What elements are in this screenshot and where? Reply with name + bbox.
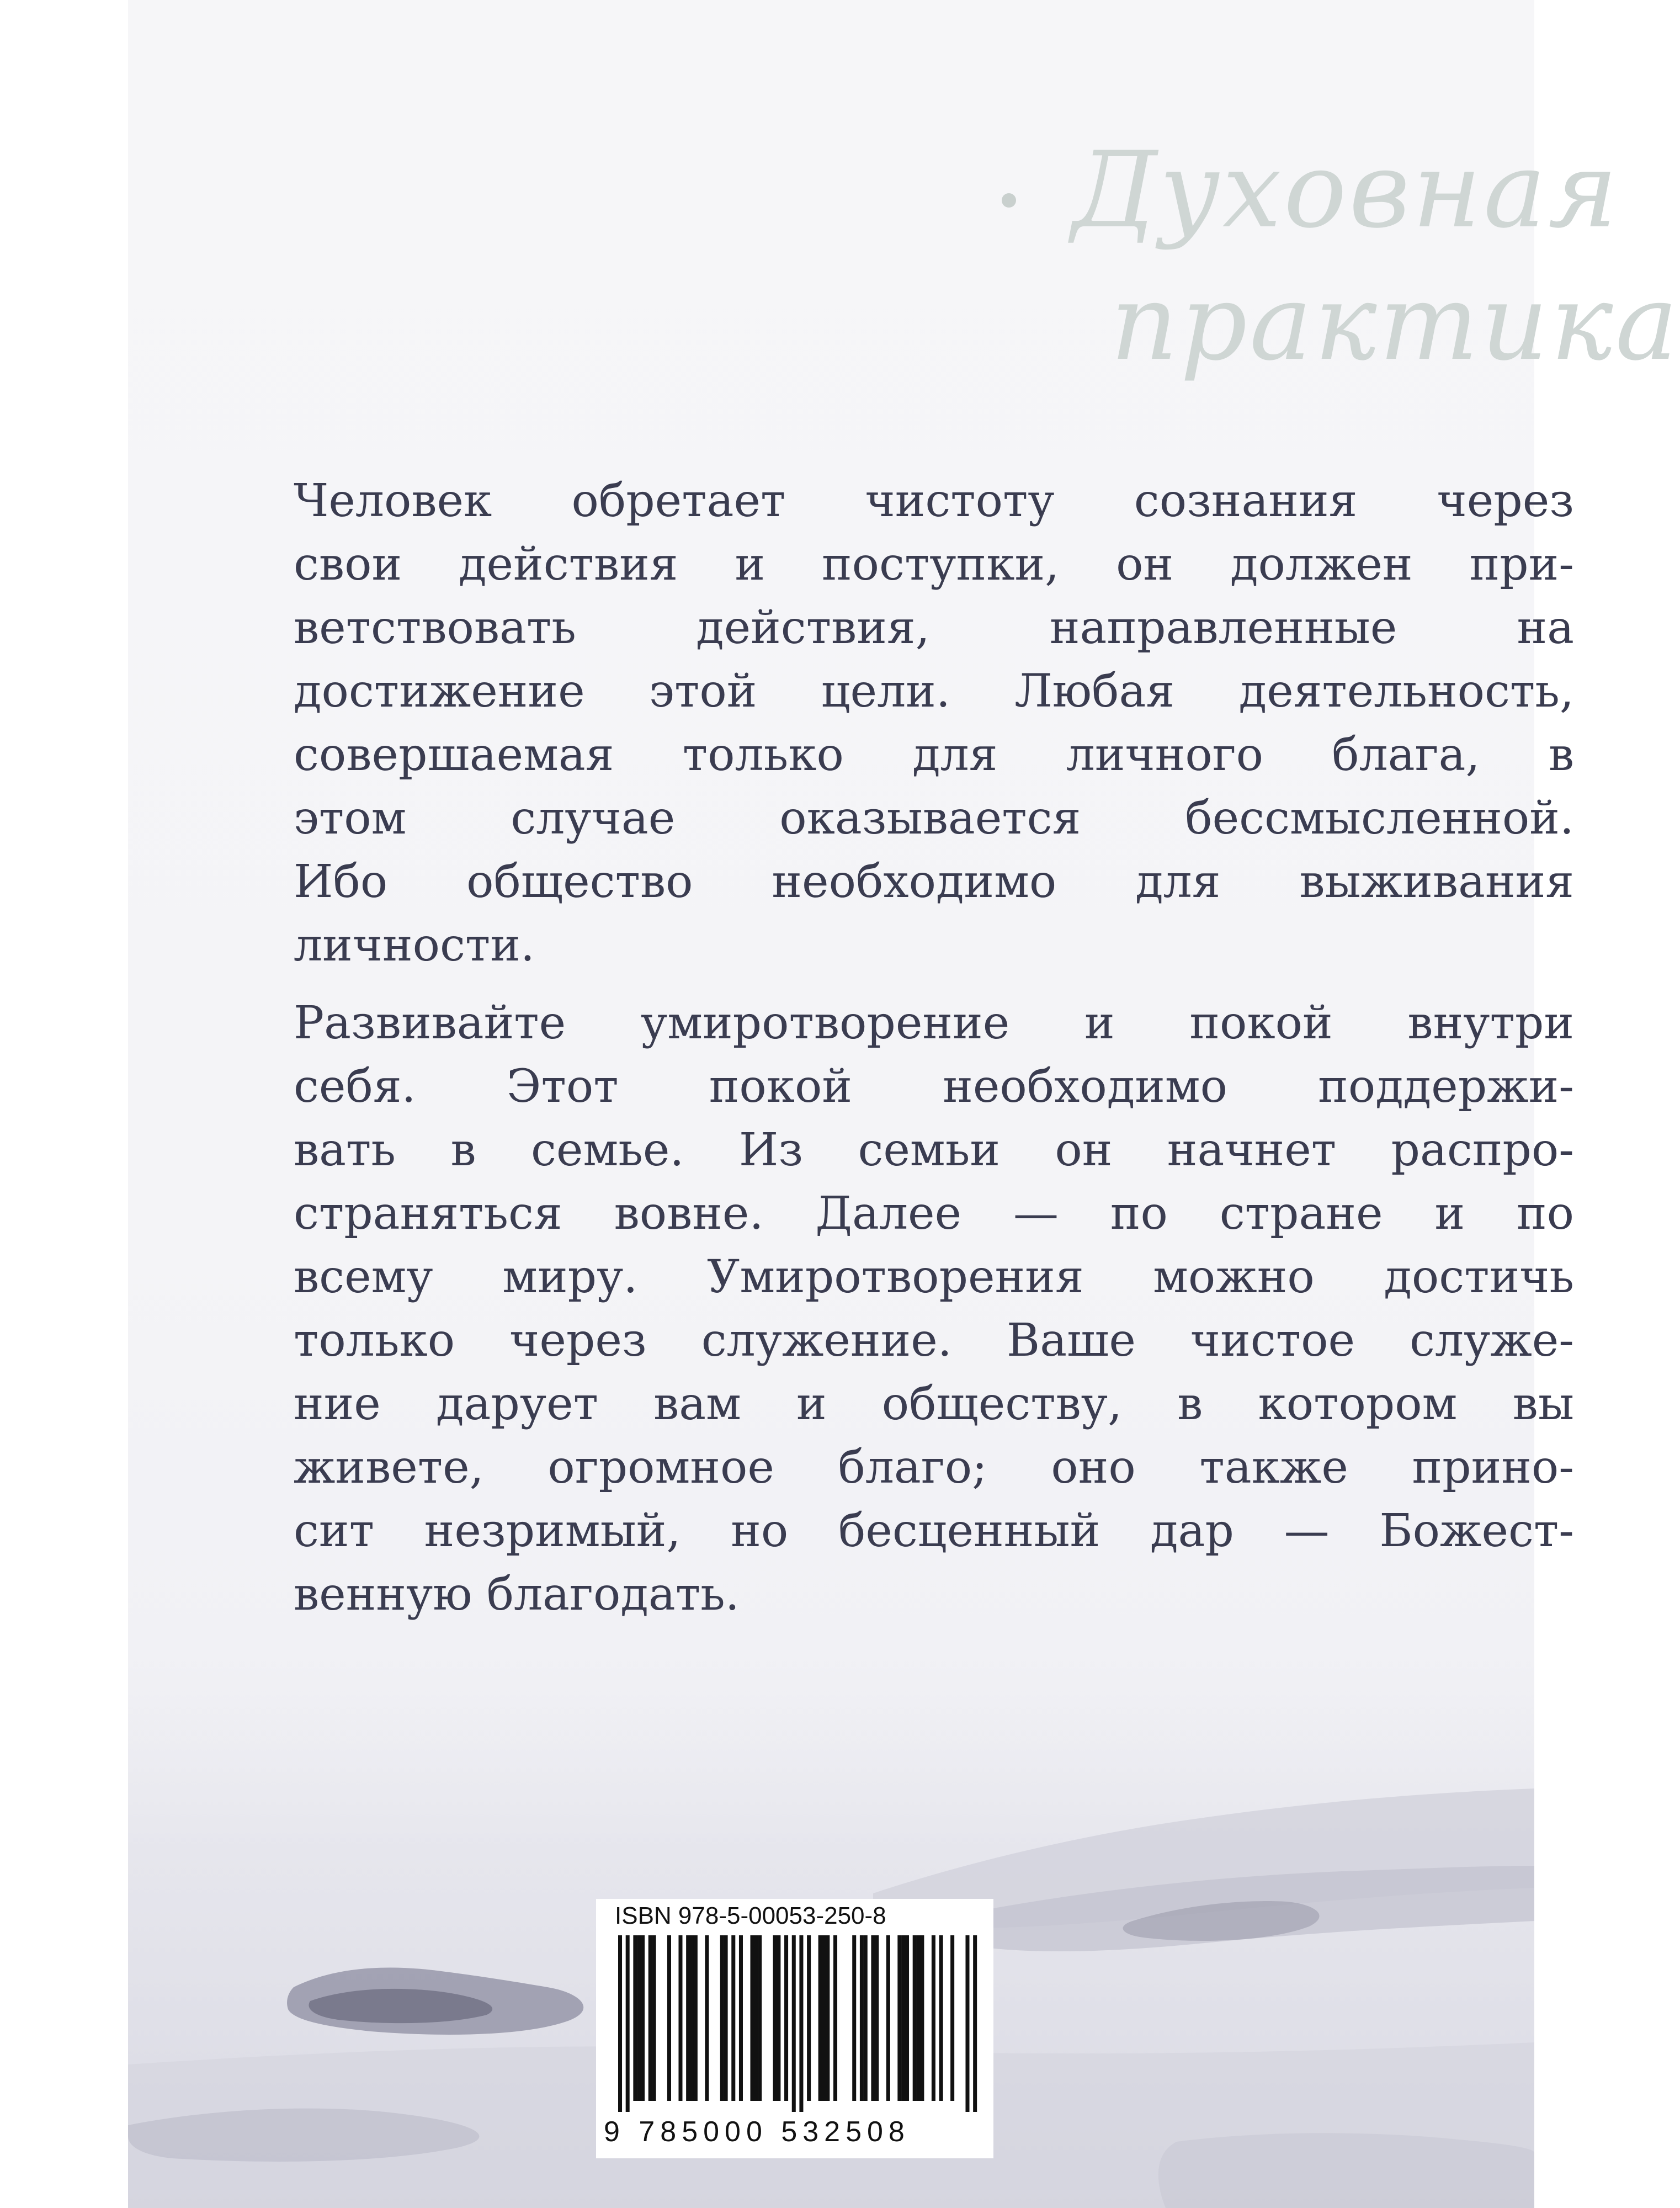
text-line: Ибо общество необходимо для выживания [294, 856, 1574, 908]
text-line: только через служение. Ваше чистое служе- [294, 1314, 1574, 1367]
text-line: ветствовать действия, направленные на [294, 602, 1574, 654]
barcode-bar [648, 1935, 652, 2101]
barcode-bar [678, 1935, 682, 2101]
text-line: достижение этой цели. Любая деятельность, [294, 665, 1574, 718]
barcode-bar [641, 1935, 645, 2101]
barcode-bar [637, 1935, 641, 2101]
barcode-bar [807, 1935, 811, 2101]
series-title [1072, 129, 1680, 491]
barcode-bar [901, 1935, 905, 2101]
paragraph-2 [294, 991, 1574, 1626]
text-line: Человек обретает чистоту сознания через [294, 475, 1574, 527]
text-line: венную благодать. [294, 1568, 740, 1621]
barcode-bar [686, 1935, 690, 2101]
barcode-bar [932, 1935, 935, 2101]
barcode-bar [777, 1935, 780, 2101]
annotation-text [294, 469, 1574, 1641]
barcode-bar [731, 1935, 735, 2101]
text-line: вать в семье. Из семьи он начнет распро- [294, 1124, 1574, 1176]
text-line: себя. Этот покой необходимо поддержи- [294, 1060, 1574, 1113]
barcode-bar [860, 1935, 864, 2101]
barcode-bar [739, 1935, 743, 2101]
barcode-bar [694, 1935, 698, 2101]
book-back-cover [128, 0, 1680, 2208]
ean-digits: 9 785000 532508 [604, 2116, 910, 2148]
barcode-bar [667, 1935, 671, 2101]
text-line: страняться вовне. Далее — по стране и по [294, 1187, 1574, 1240]
isbn-barcode-label [596, 1899, 993, 2158]
text-line: сит незримый, но бесценный дар — Божест- [294, 1505, 1574, 1557]
barcode-bar [864, 1935, 868, 2101]
barcode-bar [875, 1935, 879, 2101]
barcode-bar [897, 1935, 901, 2101]
barcode-bar [690, 1935, 694, 2101]
barcode-guard-bar [618, 1935, 622, 2112]
barcode-bar [784, 1935, 788, 2101]
text-line: личности. [294, 919, 535, 972]
text-line: этом случае оказывается бессмысленной. [294, 792, 1574, 845]
text-line: Развивайте умиротворение и покой внутри [294, 997, 1574, 1049]
barcode-bar [652, 1935, 656, 2101]
barcode-guard-bar [792, 1935, 796, 2112]
paragraph-1 [294, 469, 1574, 977]
text-line: всему миру. Умиротворения можно достичь [294, 1251, 1574, 1303]
barcode-bar [822, 1935, 826, 2101]
barcode-bar [950, 1935, 954, 2101]
isbn-number: ISBN 978-5-00053-250-8 [615, 1902, 886, 1929]
barcode-bar [754, 1935, 758, 2101]
barcode-guard-bar [965, 1935, 969, 2112]
series-bullet-dot [1002, 193, 1016, 208]
barcode-icon [618, 1935, 977, 2112]
barcode-bar [818, 1935, 822, 2101]
barcode-bar [750, 1935, 754, 2101]
text-line: совершаемая только для личного блага, в [294, 729, 1574, 781]
barcode-bar [633, 1935, 637, 2101]
barcode-guard-bar [799, 1935, 803, 2112]
barcode-bar [852, 1935, 856, 2101]
text-line: живете, огромное благо; оно также прино- [294, 1441, 1574, 1494]
barcode-bar [886, 1935, 890, 2101]
barcode-bar [913, 1935, 917, 2101]
barcode-guard-bar [973, 1935, 977, 2112]
barcode-bar [917, 1935, 921, 2101]
barcode-bar [720, 1935, 724, 2101]
barcode-bar [758, 1935, 762, 2101]
barcode-bar [871, 1935, 875, 2101]
series-title-line-1: Духовная [1072, 129, 1620, 251]
barcode-bar [705, 1935, 709, 2101]
barcode-bar [920, 1935, 924, 2101]
text-line: свои действия и поступки, он должен при- [294, 538, 1574, 591]
barcode-bar [905, 1935, 909, 2101]
barcode-bar [826, 1935, 830, 2101]
series-title-line-2: практика [1110, 262, 1680, 384]
barcode-bar [833, 1935, 837, 2101]
barcode-bar [773, 1935, 777, 2101]
barcode-bar [724, 1935, 728, 2101]
barcode-bar [939, 1935, 943, 2101]
barcode-guard-bar [626, 1935, 630, 2112]
text-line: ние дарует вам и обществу, в котором вы [294, 1378, 1574, 1430]
